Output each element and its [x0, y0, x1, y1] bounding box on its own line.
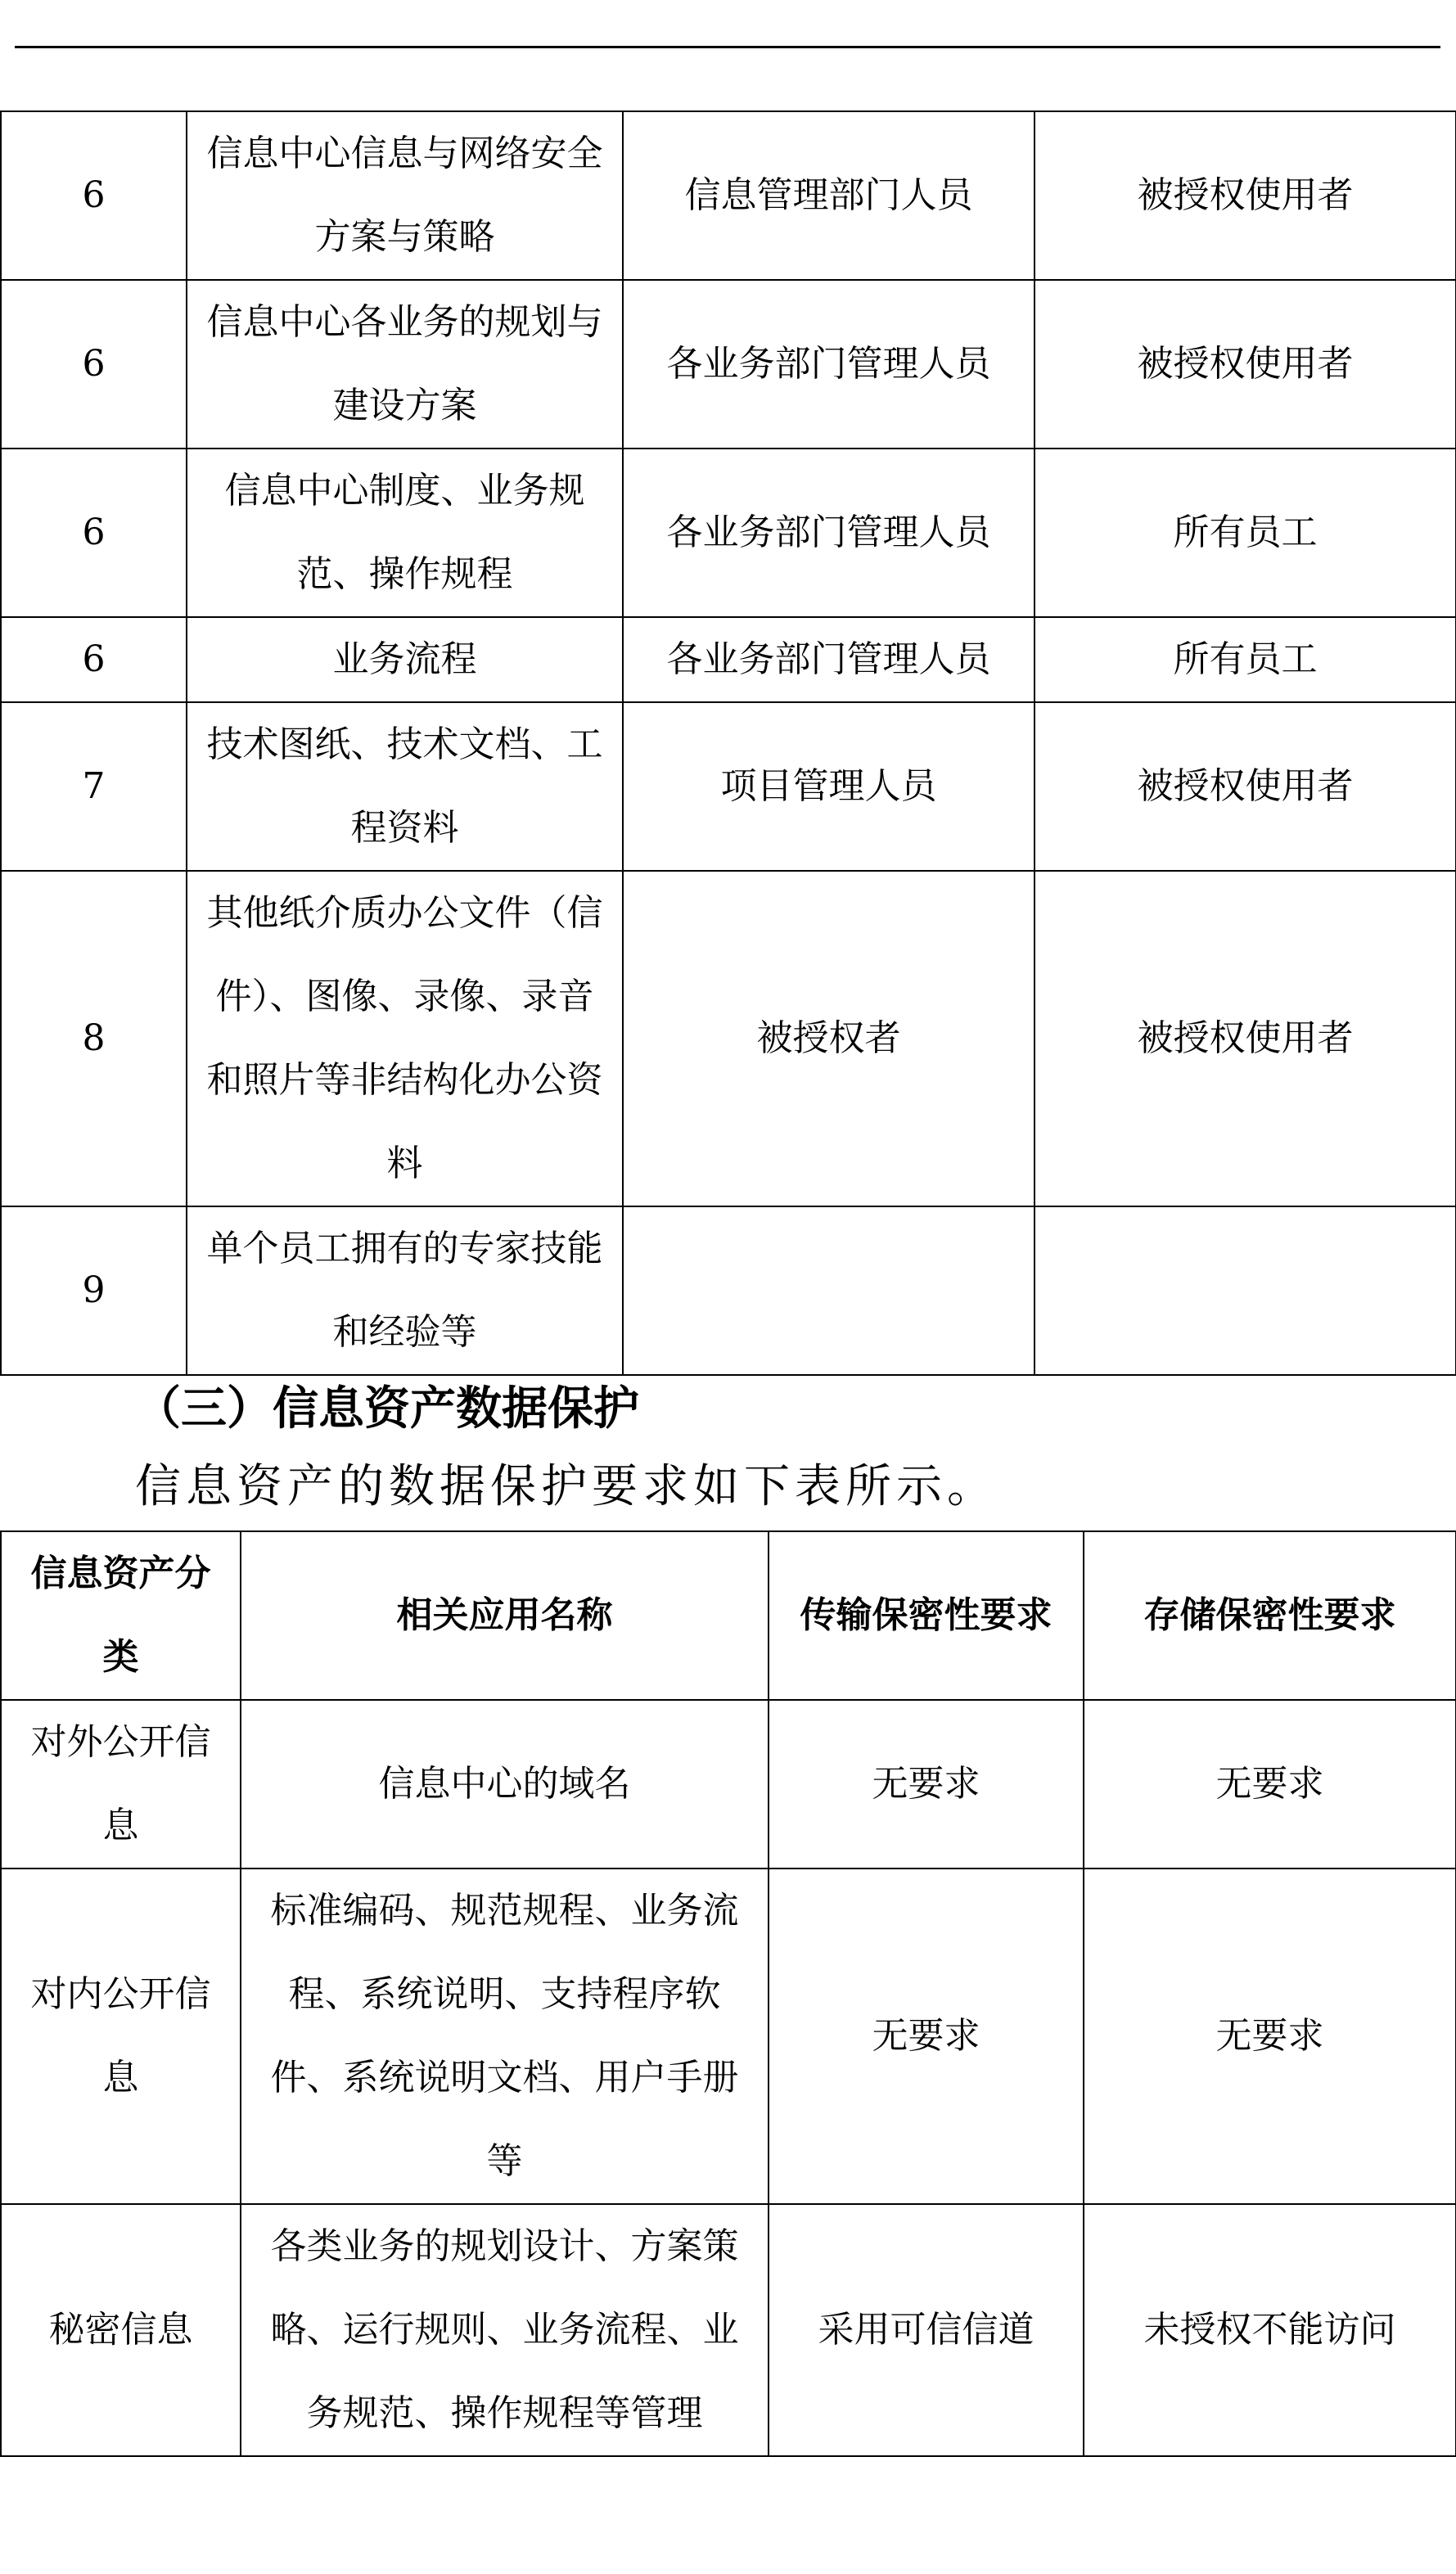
asset-owner: 各业务部门管理人员: [623, 280, 1035, 449]
table-row: [1, 871, 1456, 1206]
transfer-requirement: 无要求: [769, 1700, 1084, 1869]
table-row: [1, 1869, 1456, 2204]
row-index: 6: [1, 111, 187, 280]
asset-category: 对内公开信息: [1, 1869, 241, 2204]
column-header-storage: 存储保密性要求: [1084, 1531, 1456, 1700]
column-header-category: 信息资产分类: [1, 1531, 241, 1700]
table-row: [1, 702, 1456, 871]
asset-owner: [623, 1206, 1035, 1375]
app-name: 标准编码、规范规程、业务流程、系统说明、支持程序软件、系统说明文档、用户手册等: [241, 1869, 769, 2204]
asset-user: 被授权使用者: [1035, 871, 1456, 1206]
asset-user: 被授权使用者: [1035, 280, 1456, 449]
asset-owner: 各业务部门管理人员: [623, 617, 1035, 702]
row-index: 8: [1, 871, 187, 1206]
row-index: 9: [1, 1206, 187, 1375]
asset-name: 单个员工拥有的专家技能和经验等: [187, 1206, 623, 1375]
storage-requirement: 未授权不能访问: [1084, 2204, 1456, 2456]
app-name: 信息中心的域名: [241, 1700, 769, 1869]
asset-name: 业务流程: [187, 617, 623, 702]
asset-owner: 各业务部门管理人员: [623, 449, 1035, 617]
table-row: [1, 1700, 1456, 1869]
asset-user: 被授权使用者: [1035, 702, 1456, 871]
table-row: [1, 111, 1456, 280]
table-row: [1, 617, 1456, 702]
table-header-row: [1, 1531, 1456, 1700]
asset-category: 对外公开信息: [1, 1700, 241, 1869]
table-row: [1, 1206, 1456, 1375]
asset-name: 其他纸介质办公文件（信件）、图像、录像、录音和照片等非结构化办公资料: [187, 871, 623, 1206]
header-rule: [15, 46, 1440, 48]
row-index: 6: [1, 449, 187, 617]
row-index: 6: [1, 280, 187, 449]
data-protection-table: [0, 1530, 1456, 2457]
asset-name: 信息中心各业务的规划与建设方案: [187, 280, 623, 449]
asset-category: 秘密信息: [1, 2204, 241, 2456]
transfer-requirement: 无要求: [769, 1869, 1084, 2204]
asset-user: 所有员工: [1035, 617, 1456, 702]
row-index: 7: [1, 702, 187, 871]
asset-user: 所有员工: [1035, 449, 1456, 617]
asset-user: [1035, 1206, 1456, 1375]
row-index: 6: [1, 617, 187, 702]
column-header-transfer: 传输保密性要求: [769, 1531, 1084, 1700]
asset-user: 被授权使用者: [1035, 111, 1456, 280]
transfer-requirement: 采用可信信道: [769, 2204, 1084, 2456]
table-row: [1, 2204, 1456, 2456]
asset-owner: 被授权者: [623, 871, 1035, 1206]
asset-table: [0, 110, 1456, 1376]
asset-name: 技术图纸、技术文档、工程资料: [187, 702, 623, 871]
asset-owner: 信息管理部门人员: [623, 111, 1035, 280]
asset-owner: 项目管理人员: [623, 702, 1035, 871]
storage-requirement: 无要求: [1084, 1700, 1456, 1869]
column-header-app: 相关应用名称: [241, 1531, 769, 1700]
asset-name: 信息中心制度、业务规范、操作规程: [187, 449, 623, 617]
table-row: [1, 449, 1456, 617]
table-row: [1, 280, 1456, 449]
asset-name: 信息中心信息与网络安全方案与策略: [187, 111, 623, 280]
app-name: 各类业务的规划设计、方案策略、运行规则、业务流程、业务规范、操作规程等管理: [241, 2204, 769, 2456]
section-intro: 信息资产的数据保护要求如下表所示。: [135, 1460, 998, 1513]
section-heading: （三）信息资产数据保护: [135, 1382, 639, 1436]
storage-requirement: 无要求: [1084, 1869, 1456, 2204]
